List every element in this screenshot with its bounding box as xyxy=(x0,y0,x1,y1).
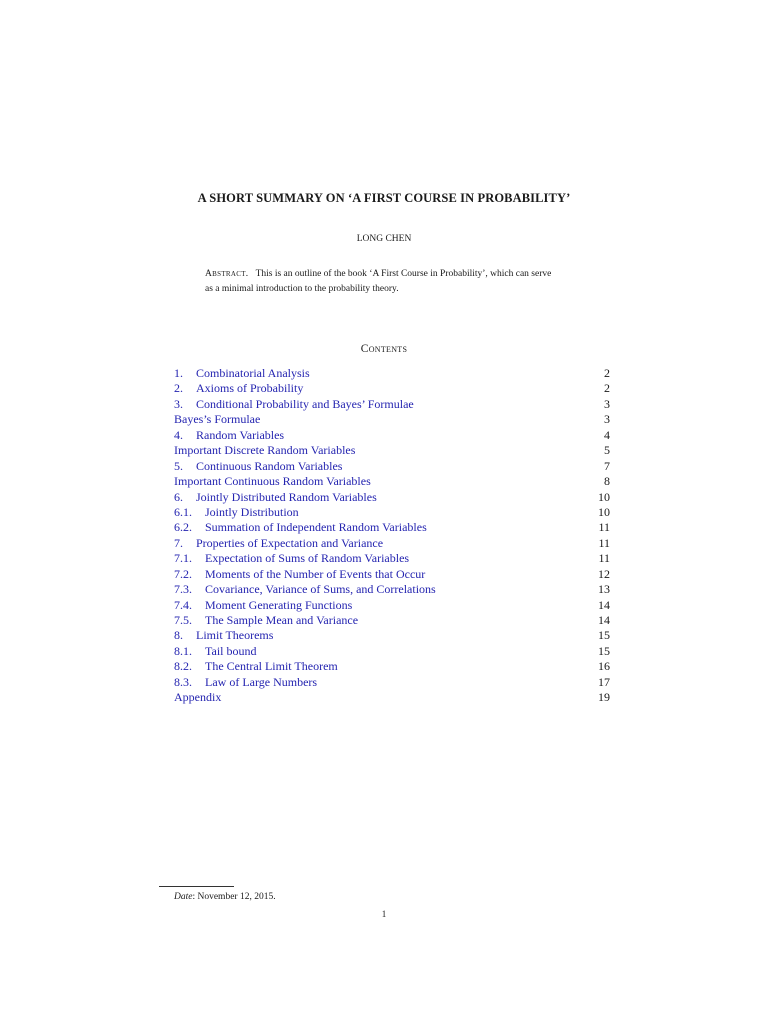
toc-label: Important Discrete Random Variables xyxy=(174,443,356,458)
toc-label: Important Continuous Random Variables xyxy=(174,474,371,489)
toc-link[interactable] xyxy=(174,520,427,535)
toc-number: 8. xyxy=(174,628,183,643)
footnote-label: Date xyxy=(174,892,193,902)
toc-number: 7. xyxy=(174,535,183,550)
toc-label: Random Variables xyxy=(196,427,285,442)
toc-link[interactable] xyxy=(174,366,310,381)
toc-item[interactable] xyxy=(174,675,610,690)
author-name: LONG CHEN xyxy=(356,234,412,244)
toc-item[interactable] xyxy=(174,690,610,705)
toc-number: 7.1. xyxy=(174,551,192,566)
toc-number: 7.2. xyxy=(174,566,192,581)
toc-link[interactable] xyxy=(174,381,303,396)
toc-link[interactable] xyxy=(174,474,371,489)
toc-link[interactable] xyxy=(174,598,352,613)
toc-page-number: 5 xyxy=(604,443,610,458)
toc-item[interactable] xyxy=(174,520,610,535)
toc-number: 6. xyxy=(174,489,183,504)
abstract-line-1 xyxy=(205,267,575,282)
toc-label: Law of Large Numbers xyxy=(205,674,318,689)
toc-page-number: 10 xyxy=(598,504,610,519)
toc-number: 8.1. xyxy=(174,643,192,658)
toc-page-number: 3 xyxy=(604,396,610,411)
toc-link[interactable] xyxy=(174,412,260,427)
toc-label: Appendix xyxy=(174,690,222,705)
toc-label: Combinatorial Analysis xyxy=(196,366,310,380)
toc-item[interactable] xyxy=(174,582,610,597)
toc-link[interactable] xyxy=(174,690,221,705)
toc-label: The Sample Mean and Variance xyxy=(205,613,359,627)
toc-page-number: 14 xyxy=(598,613,610,627)
abstract-text-1: This is an outline of the book ‘A First Course in Probability’, which can serve xyxy=(255,269,552,279)
toc-item[interactable] xyxy=(174,474,610,489)
toc-page-number: 3 xyxy=(604,412,610,427)
toc-item[interactable] xyxy=(174,428,610,443)
toc-link[interactable] xyxy=(174,536,383,551)
contents-heading: Contents xyxy=(360,343,408,355)
toc-page-number: 2 xyxy=(604,381,610,396)
toc-number: 8.3. xyxy=(174,674,192,689)
toc-page-number: 13 xyxy=(598,582,610,597)
toc-page-number: 17 xyxy=(598,674,610,689)
toc-label: Jointly Distributed Random Variables xyxy=(196,489,377,504)
toc-link[interactable] xyxy=(174,628,273,643)
toc-number: 1. xyxy=(174,366,183,380)
toc-label: Limit Theorems xyxy=(196,628,274,643)
toc-label: Conditional Probability and Bayes’ Formulae xyxy=(196,396,414,411)
toc-item[interactable] xyxy=(174,459,610,474)
toc-page-number: 15 xyxy=(598,628,610,643)
toc-link[interactable] xyxy=(174,613,358,628)
toc-number: 5. xyxy=(174,458,183,473)
toc-page-number: 4 xyxy=(604,427,610,442)
toc-link[interactable] xyxy=(174,567,425,582)
toc-page-number: 11 xyxy=(598,535,610,550)
toc-page-number: 14 xyxy=(598,597,610,612)
abstract xyxy=(205,267,575,297)
table-of-contents xyxy=(174,366,610,706)
toc-number: 7.4. xyxy=(174,597,192,612)
toc-item[interactable] xyxy=(174,551,610,566)
toc-link[interactable] xyxy=(174,443,355,458)
toc-label: Moments of the Number of Events that Occur xyxy=(205,566,426,581)
page-number: 1 xyxy=(381,909,387,919)
toc-number: 4. xyxy=(174,427,183,442)
toc-link[interactable] xyxy=(174,659,338,674)
toc-page-number: 11 xyxy=(598,551,610,566)
toc-item[interactable] xyxy=(174,366,610,381)
toc-link[interactable] xyxy=(174,675,317,690)
toc-link[interactable] xyxy=(174,551,409,566)
toc-item[interactable] xyxy=(174,613,610,628)
toc-label: Moment Generating Functions xyxy=(205,597,353,612)
toc-page-number: 12 xyxy=(598,566,610,581)
toc-number: 2. xyxy=(174,381,183,396)
toc-label: Expectation of Sums of Random Variables xyxy=(205,551,410,566)
toc-label: The Central Limit Theorem xyxy=(205,659,338,674)
footnote-text: : November 12, 2015. xyxy=(192,892,276,902)
toc-number: 7.3. xyxy=(174,582,192,597)
toc-link[interactable] xyxy=(174,490,377,505)
toc-page-number: 15 xyxy=(598,643,610,658)
toc-item[interactable] xyxy=(174,536,610,551)
toc-item[interactable] xyxy=(174,567,610,582)
toc-item[interactable] xyxy=(174,490,610,505)
toc-item[interactable] xyxy=(174,598,610,613)
toc-label: Covariance, Variance of Sums, and Correlations xyxy=(205,582,436,597)
toc-number: 7.5. xyxy=(174,613,192,627)
toc-page-number: 10 xyxy=(598,489,610,504)
toc-label: Continuous Random Variables xyxy=(196,458,343,473)
toc-page-number: 7 xyxy=(604,458,610,473)
toc-link[interactable] xyxy=(174,505,299,520)
toc-item[interactable] xyxy=(174,381,610,396)
toc-number: 8.2. xyxy=(174,659,192,674)
toc-page-number: 11 xyxy=(598,520,610,535)
toc-link[interactable] xyxy=(174,644,257,659)
toc-link[interactable] xyxy=(174,582,436,597)
toc-item[interactable] xyxy=(174,412,610,427)
toc-page-number: 2 xyxy=(604,366,610,380)
toc-link[interactable] xyxy=(174,397,414,412)
toc-label: Bayes’s Formulae xyxy=(174,412,261,427)
toc-item[interactable] xyxy=(174,644,610,659)
toc-item[interactable] xyxy=(174,628,610,643)
abstract-line-2: as a minimal introduction to the probability theory. xyxy=(205,284,399,294)
toc-page-number: 16 xyxy=(598,659,610,674)
toc-link[interactable] xyxy=(174,459,342,474)
toc-label: Properties of Expectation and Variance xyxy=(196,535,384,550)
toc-label: Tail bound xyxy=(205,643,257,658)
toc-number: 6.2. xyxy=(174,520,192,535)
toc-item[interactable] xyxy=(174,505,610,520)
abstract-label: Abstract. xyxy=(205,269,249,279)
toc-page-number: 8 xyxy=(604,474,610,489)
toc-label: Axioms of Probability xyxy=(196,381,304,396)
footnote-rule xyxy=(159,886,234,887)
toc-label: Jointly Distribution xyxy=(205,504,299,519)
toc-item[interactable] xyxy=(174,659,610,674)
toc-link[interactable] xyxy=(174,428,284,443)
toc-page-number: 19 xyxy=(598,690,610,705)
toc-item[interactable] xyxy=(174,397,610,412)
toc-label: Summation of Independent Random Variables xyxy=(205,520,427,535)
toc-number: 6.1. xyxy=(174,504,192,519)
toc-item[interactable] xyxy=(174,443,610,458)
footnote xyxy=(174,892,276,902)
toc-number: 3. xyxy=(174,396,183,411)
document-title: A SHORT SUMMARY ON ‘A FIRST COURSE IN PROBABILITY’ xyxy=(197,191,571,205)
